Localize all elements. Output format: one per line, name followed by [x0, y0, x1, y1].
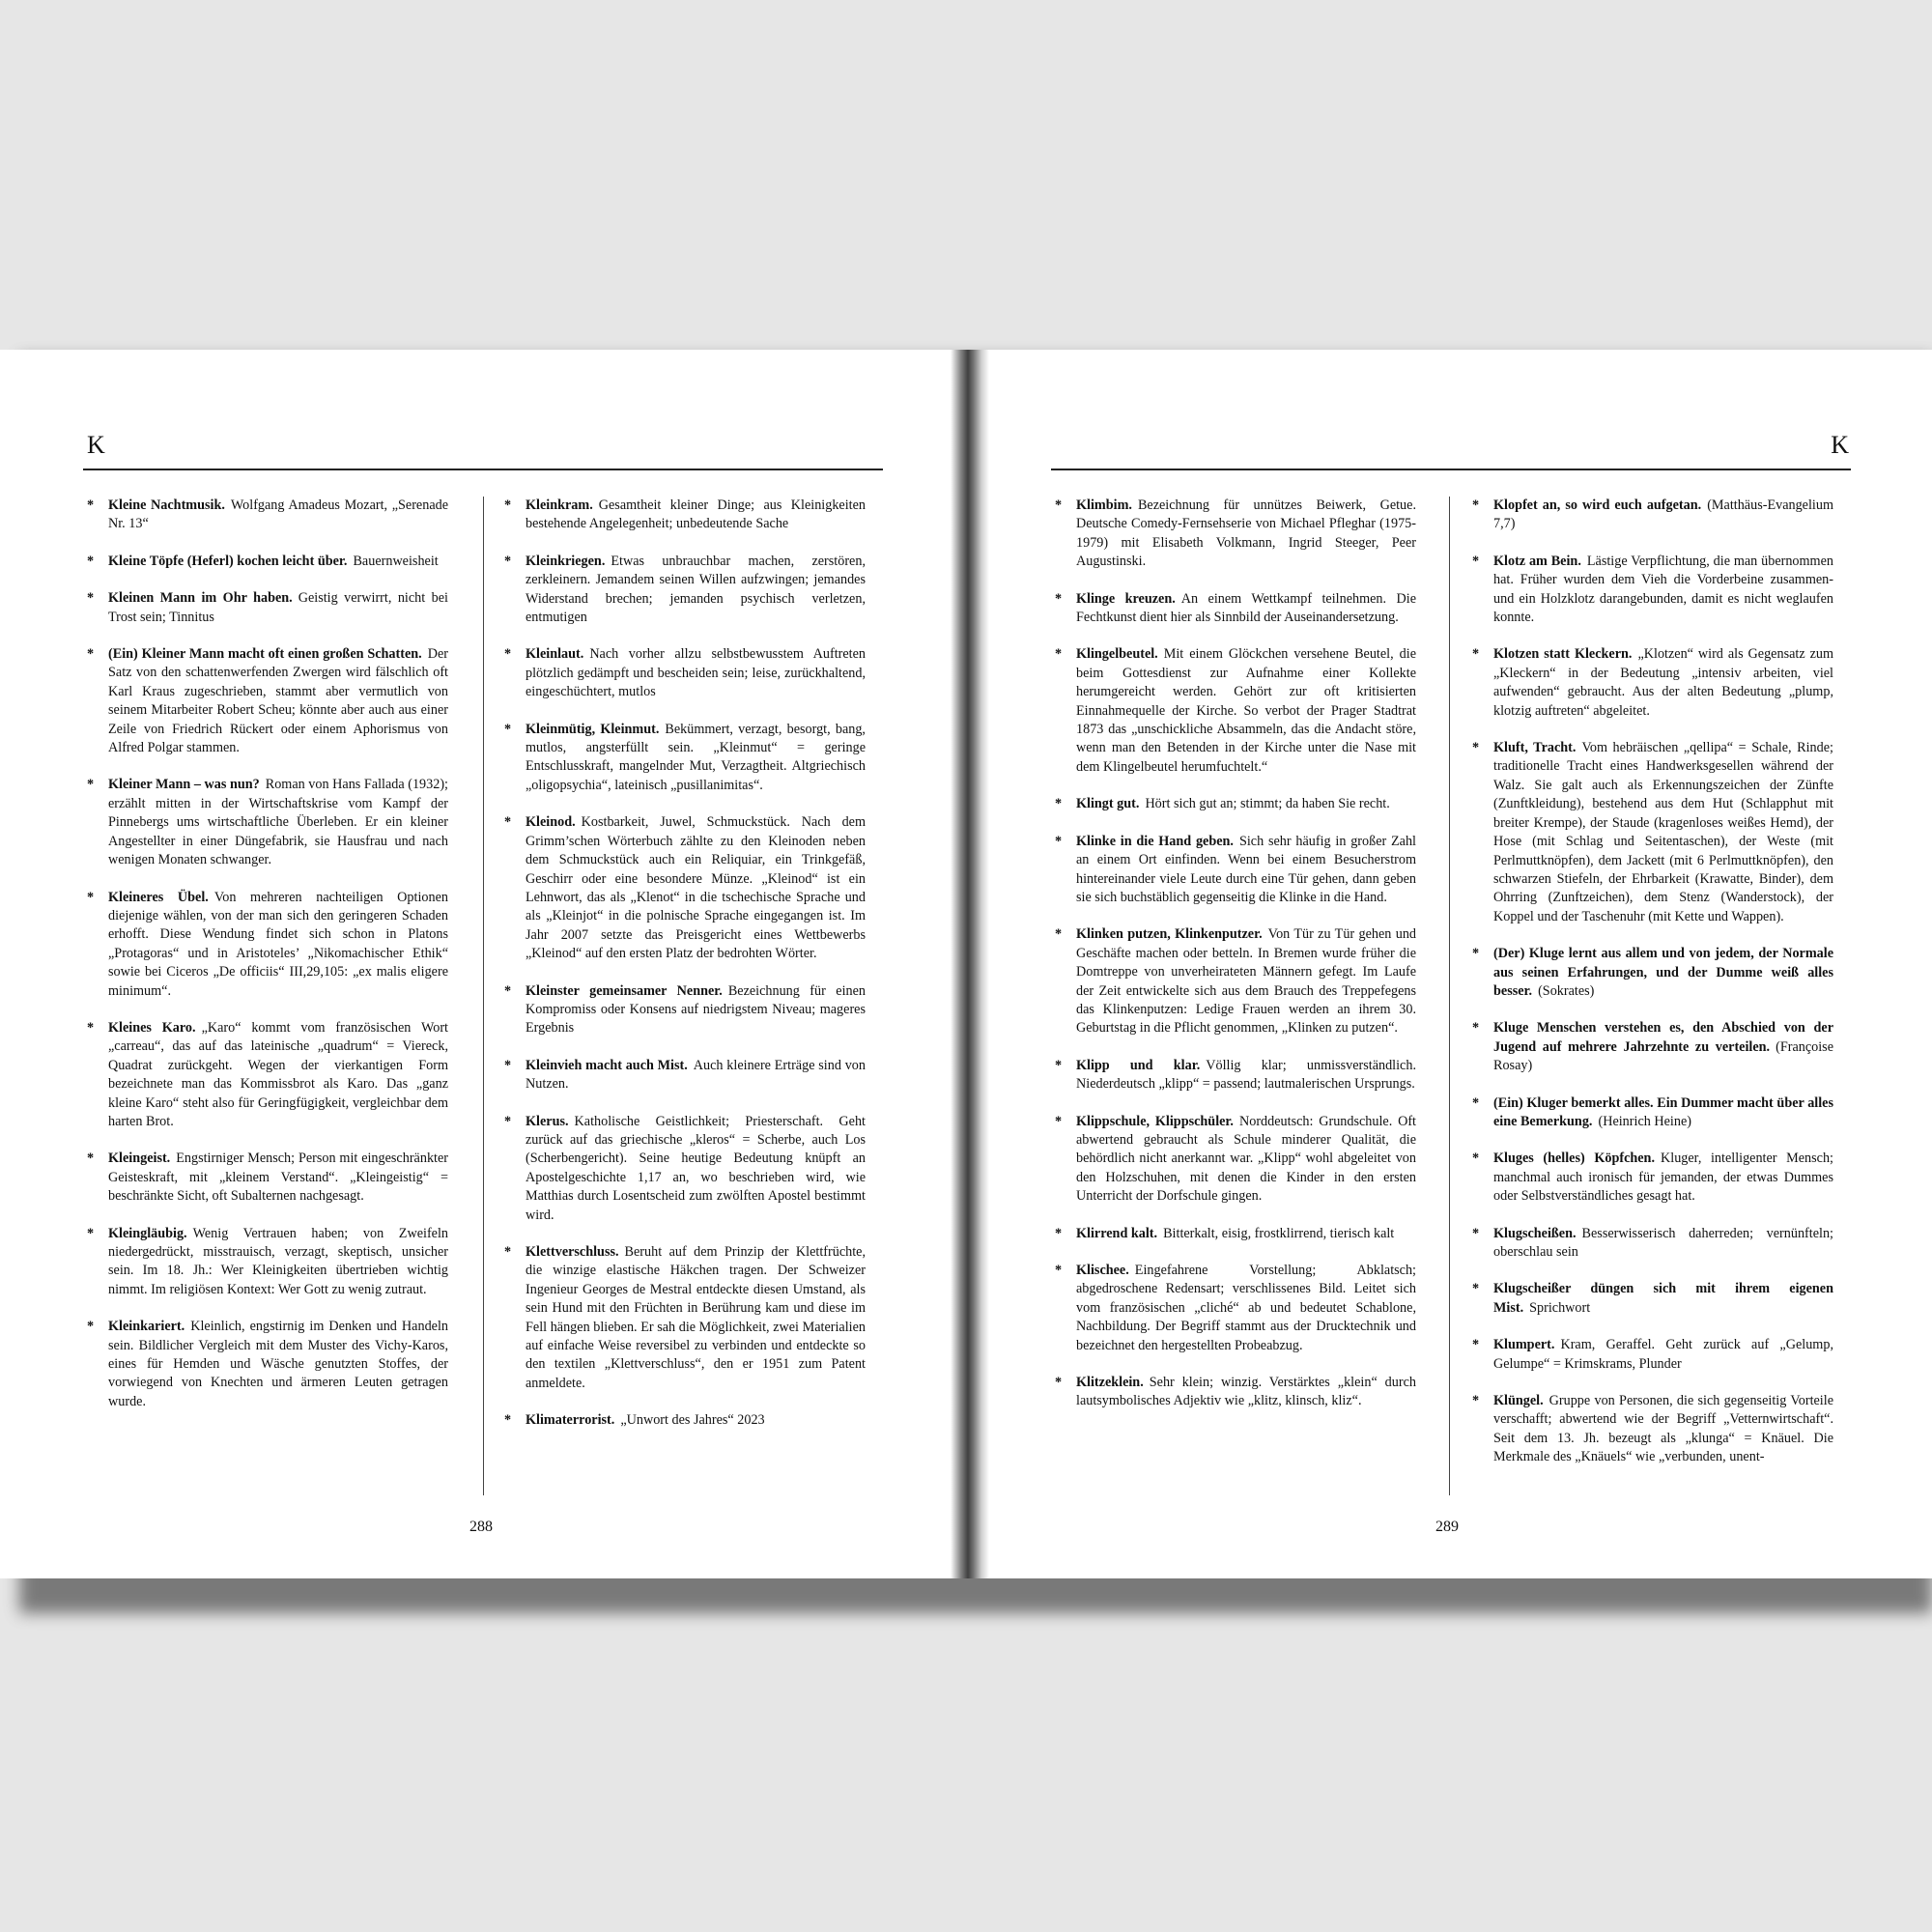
entry-term: Klirrend kalt.: [1076, 1225, 1158, 1241]
dictionary-entry: [504, 645, 866, 701]
dictionary-entry: [504, 1411, 866, 1430]
entry-bullet: *: [1055, 1225, 1063, 1241]
entry-term: Kleinkariert.: [108, 1319, 185, 1335]
entry-bullet: *: [1472, 946, 1480, 962]
entry-term: Kluge Menschen verstehen es, den Abschied von der Jugend auf mehrere Jahrzehnte zu verteilen.: [1493, 1020, 1833, 1055]
section-letter: K: [87, 431, 105, 459]
entry-bullet: *: [1472, 1094, 1480, 1111]
entry-bullet: *: [87, 646, 95, 663]
dictionary-entry: [504, 982, 866, 1038]
entry-term: Kleinod.: [526, 814, 576, 831]
entry-term: Klettverschluss.: [526, 1244, 619, 1260]
dictionary-entry: [1055, 590, 1416, 628]
entry-definition: „Karo“ kommt vom französischen Wort „carreau“, das auf das lateinische „quadrum“ = Viereck, Quadrat zurückgeht. Wegen der vierkantigen Form bezeichnete man das Kommissbrot als Karo. Das „ganz kleine Karo“ steht also für Geringfügigkeit, vergleichbar dem harten Brot.: [108, 1019, 448, 1129]
entry-bullet: *: [1472, 1281, 1480, 1297]
entry-definition: Roman von Hans Fallada (1932); erzählt mitten in der Wirtschaftskrise vom Kampf der Pinnebergs ums wirtschaftliche Überleben. Er ein kleiner Angestellter in einer Düngefabrik, sie Hausfrau und nach wenigen Monaten schwanger.: [108, 777, 448, 868]
dictionary-entry: [1055, 925, 1416, 1037]
entry-definition: Gesamtheit kleiner Dinge; aus Kleinigkeiten bestehende Angelegenheit; unbedeutende Sache: [526, 497, 866, 532]
dictionary-entry: [1472, 945, 1833, 1001]
entry-definition: Sich sehr häufig in großer Zahl an einem Ort einfinden. Wenn bei einem Besucherstrom hintereinander viele Leute durch eine Tür gehen, dann geben sie sich buchstäblich gegenseitig die Klinke in die Hand.: [1076, 833, 1416, 905]
entry-term: Kleinkram.: [526, 497, 593, 513]
dictionary-entry: [1472, 739, 1833, 926]
entry-definition: Katholische Geistlichkeit; Priesterschaft. Geht zurück auf das griechische „kleros“ = Scherbe, auch Los (Scherbengericht). Seine heutige Bedeutung knüpft an Apostelgeschichte 1,17 an, wo beschrieben wird, wie Matthias durch Losentscheid zum zwölften Apostel bestimmt wird.: [526, 1113, 866, 1223]
left-column-2: [504, 497, 866, 1449]
entry-term: Kleine Töpfe (Heferl) kochen leicht über.: [108, 553, 348, 569]
entry-term: Klingt gut.: [1076, 796, 1140, 812]
entry-term: Klerus.: [526, 1113, 569, 1129]
book-spread: [0, 350, 1932, 1578]
entry-definition: Der Satz von den schattenwerfenden Zwergen wird fälschlich oft Karl Kraus zugeschrieben, stammt aber vermutlich von seinem Mitarbeiter Robert Scheu; könnte aber auch aus einer Zeile von Friedrich Rückert oder einem Aphorismus von Alfred Polgar stammen.: [108, 646, 448, 756]
entry-term: Klinge kreuzen.: [1076, 590, 1176, 607]
entry-term: Kluft, Tracht.: [1493, 740, 1577, 756]
entry-term: Klippschule, Klippschüler.: [1076, 1113, 1234, 1129]
entry-bullet: *: [1055, 646, 1063, 663]
dictionary-entry: [1055, 1057, 1416, 1094]
entry-term: Klopfet an, so wird euch aufgetan.: [1493, 497, 1702, 513]
dictionary-entry: [1055, 1113, 1416, 1207]
entry-bullet: *: [1472, 497, 1480, 513]
entry-bullet: *: [504, 1412, 512, 1429]
entry-definition: Bezeichnung für einen Kompromiss oder Konsens auf niedrigstem Niveau; mageres Ergebnis: [526, 982, 866, 1037]
entry-bullet: *: [1055, 926, 1063, 943]
entry-term: (Der) Kluge lernt aus allem und von jedem, der Normale aus seinen Erfahrungen, und der Dumme weiß alles besser.: [1493, 946, 1833, 999]
entry-bullet: *: [504, 814, 512, 831]
dictionary-entry: [1472, 497, 1833, 534]
entry-definition: Nach vorher allzu selbstbewusstem Auftreten plötzlich gedämpft und bescheiden sein; leise, zurückhaltend, eingeschüchtert, mutlos: [526, 646, 866, 700]
entry-definition: Mit einem Glöckchen versehene Beutel, die beim Gottesdienst zur Aufnahme einer Kollekte herumgereicht werden. Gehört zur oft kritisierten Einnahmequelle der Kirche. So verbot der Prager Stadtrat 1873 das „unschickliche Absammeln, das die Andacht störe, wenn man den Betenden in der Kirche unter die Nase mit dem Klingelbeutel herumfuchtelt.“: [1076, 646, 1416, 775]
entry-bullet: *: [1472, 740, 1480, 756]
dictionary-entry: [87, 645, 448, 757]
entry-term: Klischee.: [1076, 1263, 1129, 1278]
entry-definition: Kostbarkeit, Juwel, Schmuckstück. Nach dem Grimm’schen Wörterbuch zählte zu den Kleinoden neben dem Schmuckstück auch ein Reliquiar, ein Trinkgefäß, Geschirr oder eine besondere Münze. „Kleinod“ ist ein Lehnwort, das als „Klenot“ in die tschechische Sprache und als „Kleinjot“ in die polnische Sprache eingegangen ist. Im Jahr 2007 setzte das Preisgericht eines Wettbewerbs „Kleinod“ auf den ersten Platz der bedrohten Wörter.: [526, 814, 866, 962]
page-number: 288: [469, 1519, 493, 1535]
entry-term: Klugscheißen.: [1493, 1225, 1577, 1241]
dictionary-entry: [504, 813, 866, 963]
entry-term: Kluges (helles) Köpfchen.: [1493, 1151, 1655, 1167]
entry-term: Kleinster gemeinsamer Nenner.: [526, 982, 723, 999]
dictionary-entry: [87, 776, 448, 869]
entry-definition: Geistig verwirrt, nicht bei Trost sein; Tinnitus: [108, 590, 448, 625]
entry-term: Klitzeklein.: [1076, 1375, 1144, 1391]
entry-definition: Bauernweisheit: [353, 553, 439, 569]
entry-bullet: *: [1472, 553, 1480, 569]
dictionary-entry: [504, 1057, 866, 1094]
entry-definition: Besserwisserisch daherreden; vernünfteln; oberschlau sein: [1493, 1225, 1833, 1260]
entry-bullet: *: [87, 1225, 95, 1241]
dictionary-entry: [1055, 1225, 1416, 1243]
header-rule: [1051, 469, 1851, 470]
entry-bullet: *: [504, 553, 512, 569]
left-page: [0, 350, 958, 1578]
dictionary-entry: [1472, 1392, 1833, 1467]
entry-definition: An einem Wettkampf teilnehmen. Die Fechtkunst dient hier als Sinnbild der Auseinandersetzung.: [1076, 590, 1416, 626]
entry-definition: (Sokrates): [1538, 982, 1595, 999]
entry-term: Kleinkriegen.: [526, 553, 606, 569]
dictionary-entry: [1055, 497, 1416, 572]
entry-definition: Etwas unbrauchbar machen, zerstören, zerkleinern. Jemandem seinen Willen aufzwingen; jemandes Widerstand brechen; jemanden psychisch verletzen, entmutigen: [526, 553, 866, 626]
page-number: 289: [1435, 1519, 1459, 1535]
dictionary-entry: [1472, 1019, 1833, 1075]
entry-definition: Bezeichnung für unnützes Beiwerk, Getue. Deutsche Comedy-Fernsehserie von Michael Pfleghar (1975-1979) mit Elisabeth Volkmann, Ingrid Steeger, Peer Augustinski.: [1076, 497, 1416, 570]
dictionary-entry: [504, 497, 866, 534]
left-column-1: [87, 497, 448, 1430]
entry-definition: (Françoise Rosay): [1493, 1038, 1833, 1074]
entry-term: Kleinvieh macht auch Mist.: [526, 1057, 688, 1073]
entry-definition: „Klotzen“ wird als Gegensatz zum „Kleckern“ in der Bedeutung „intensiv arbeiten, viel aufwenden“ gebraucht. Aus der alten Bedeutung „plump, klotzig auftreten“ abgeleitet.: [1493, 646, 1833, 719]
dictionary-entry: [1055, 833, 1416, 908]
dictionary-entry: [504, 1113, 866, 1225]
dictionary-entry: [1055, 1262, 1416, 1355]
entry-bullet: *: [1055, 497, 1063, 513]
dictionary-entry: [504, 1243, 866, 1393]
entry-definition: Eingefahrene Vorstellung; Abklatsch; abgedroschene Redensart; verschlissenes Bild. Leitet sich vom französischen „cliché“ ab und bedeutet Schablone, Nachbildung. Der Begriff stammt aus der Drucktechnik und bezeichnet den hergestellten Probeabzug.: [1076, 1263, 1416, 1353]
entry-term: Klimbim.: [1076, 497, 1132, 513]
dictionary-entry: [87, 1150, 448, 1206]
entry-term: Kleine Nachtmusik.: [108, 497, 225, 513]
entry-bullet: *: [504, 982, 512, 999]
entry-term: Kleines Karo.: [108, 1019, 196, 1036]
dictionary-entry: [1055, 795, 1416, 813]
entry-definition: Auch kleinere Erträge sind von Nutzen.: [526, 1057, 866, 1093]
dictionary-entry: [1472, 1280, 1833, 1318]
dictionary-entry: [1472, 1336, 1833, 1374]
dictionary-entry: [87, 589, 448, 627]
entry-definition: Norddeutsch: Grundschule. Oft abwertend gebraucht als Schule minderer Qualität, die behördlich nicht anerkannt war. „Klipp“ wohl abgeleitet von den Holzschuhen, mit denen die Kinder in den ersten Unterricht der Dorfschule gingen.: [1076, 1113, 1416, 1205]
book-gutter: [951, 350, 989, 1578]
entry-bullet: *: [504, 721, 512, 737]
entry-bullet: *: [1055, 1113, 1063, 1129]
dictionary-entry: [87, 497, 448, 534]
entry-bullet: *: [87, 497, 95, 513]
dictionary-entry: [1472, 1225, 1833, 1263]
entry-definition: (Heinrich Heine): [1598, 1113, 1691, 1129]
entry-term: Klipp und klar.: [1076, 1057, 1201, 1073]
entry-bullet: *: [1472, 1393, 1480, 1409]
entry-definition: Kram, Geraffel. Geht zurück auf „Gelump, Gelumpe“ = Krimskrams, Plunder: [1493, 1337, 1833, 1372]
entry-term: Kleingeist.: [108, 1151, 171, 1167]
entry-bullet: *: [504, 1113, 512, 1129]
entry-term: Kleinmütig, Kleinmut.: [526, 721, 660, 737]
entry-bullet: *: [1472, 1225, 1480, 1241]
entry-bullet: *: [504, 1057, 512, 1073]
entry-bullet: *: [1055, 590, 1063, 607]
entry-bullet: *: [87, 1151, 95, 1167]
entry-term: (Ein) Kleiner Mann macht oft einen großen Schatten.: [108, 646, 422, 663]
section-letter: K: [1831, 431, 1849, 459]
right-column-1: [1055, 497, 1416, 1430]
entry-definition: Bekümmert, verzagt, besorgt, bang, mutlos, angsterfüllt sein. „Kleinmut“ = geringe Entschlusskraft, mangelnder Mut, Verzagtheit. Altgriechisch „oligopsychia“, lateinisch „pusillanimitas“.: [526, 721, 866, 793]
entry-bullet: *: [1472, 646, 1480, 663]
entry-bullet: *: [87, 1019, 95, 1036]
entry-definition: Bitterkalt, eisig, frostklirrend, tierisch kalt: [1163, 1225, 1395, 1241]
dictionary-entry: [1055, 645, 1416, 777]
entry-definition: Engstirniger Mensch; Person mit eingeschränkter Geisteskraft, mit „kleinem Verstand“. „Kleingeistig“ = beschränkte Sicht, oft Subalternen nachgesagt.: [108, 1151, 448, 1205]
dictionary-entry: [87, 553, 448, 571]
dictionary-entry: [504, 553, 866, 628]
entry-definition: Von Tür zu Tür gehen und Geschäfte machen oder betteln. In Bremen wurde früher die Domtreppe von unverheirateten Männern gefegt. Im Laufe der Zeit entwickelte sich aus dem Brauch des Treppefegens das Klinkenputzen: Ledige Frauen werden an ihrem 30. Geburtstag in die Pflicht genommen, „Klinken zu putzen“.: [1076, 926, 1417, 1037]
entry-definition: Von mehreren nachteiligen Optionen diejenige wählen, von der man sich den geringeren Schaden erhofft. Diese Wendung findet sich schon in Platons „Protagoras“ und in Aristoteles’ „Nikomachischer Ethik“ sowie bei Ciceros „De officiis“ III,29,105: „ex malis eligere minimum“.: [108, 889, 448, 999]
entry-definition: Sprichwort: [1529, 1299, 1591, 1316]
dictionary-entry: [1472, 553, 1833, 628]
entry-term: Klinken putzen, Klinkenputzer.: [1076, 926, 1263, 943]
entry-term: Klumpert.: [1493, 1337, 1555, 1353]
entry-definition: Hört sich gut an; stimmt; da haben Sie recht.: [1145, 796, 1390, 812]
entry-bullet: *: [1472, 1151, 1480, 1167]
entry-term: Kleinlaut.: [526, 646, 584, 663]
dictionary-entry: [87, 1225, 448, 1300]
entry-bullet: *: [87, 1319, 95, 1335]
header-rule: [83, 469, 883, 470]
dictionary-entry: [1472, 1150, 1833, 1206]
entry-bullet: *: [1055, 833, 1063, 849]
dictionary-entry: [87, 889, 448, 1001]
entry-definition: Gruppe von Personen, die sich gegenseitig Vorteile verschafft; abwertend wie der Begriff „Vetternwirtschaft“. Seit dem 13. Jh. bezeugt als „klunga“ = Knäuel. Die Merkmale des „Knäuels“ wie „verbunden, unent-: [1493, 1393, 1833, 1465]
dictionary-entry: [504, 721, 866, 796]
entry-term: (Ein) Kluger bemerkt alles. Ein Dummer macht über alles eine Bemerkung.: [1493, 1094, 1833, 1129]
entry-definition: Vom hebräischen „qellipa“ = Schale, Rinde; traditionelle Tracht eines Handwerksgesellen während der Walz. Sie galt auch als Erkennungszeichen der Zünfte (Zunftkleidung), bestehend aus dem Hut (Schlapphut mit breiter Krempe), der Staude (kragenloses weißes Hemd), der Hose (mit Schlag und Seitentaschen), der Weste (mit Perlmuttknöpfen), dem Jackett (mit 6 Perlmuttknöpfen), den schwarzen Stiefeln, der Ehrbarkeit (Krawatte, Binder), dem Ohrring (Zunftzeichen), dem Stenz (Wanderstock), der Koppel und der Taschenuhr (mit Kette und Wappen).: [1493, 740, 1833, 924]
dictionary-entry: [1055, 1374, 1416, 1411]
entry-definition: Sehr klein; winzig. Verstärktes „klein“ durch lautsymbolisches Adjektiv wie „klitz, klinsch, kliz“.: [1076, 1375, 1416, 1409]
entry-term: Klotzen statt Kleckern.: [1493, 646, 1633, 663]
entry-definition: Völlig klar; unmissverständlich. Niederdeutsch „klipp“ = passend; lautmalerischen Ursprungs.: [1076, 1057, 1416, 1093]
entry-definition: Wenig Vertrauen haben; von Zweifeln niedergedrückt, misstrauisch, verzagt, skeptisch, unsicher sein. Im 18. Jh.: Wer Kleinigkeiten übertrieben wichtig nimmt. Im religiösen Kontext: Wer Gott zu wenig zutraut.: [108, 1225, 448, 1297]
entry-bullet: *: [87, 590, 95, 607]
entry-term: Kleiner Mann – was nun?: [108, 777, 260, 793]
entry-term: Kleineres Übel.: [108, 889, 209, 905]
entry-bullet: *: [504, 1244, 512, 1260]
entry-term: Klugscheißer düngen sich mit ihrem eigenen Mist.: [1493, 1281, 1833, 1316]
entry-bullet: *: [87, 777, 95, 793]
entry-bullet: *: [1055, 1057, 1063, 1073]
entry-term: Klinke in die Hand geben.: [1076, 833, 1234, 849]
entry-term: Klüngel.: [1493, 1393, 1544, 1409]
dictionary-entry: [87, 1318, 448, 1411]
column-divider: [1449, 497, 1450, 1495]
dictionary-entry: [87, 1019, 448, 1131]
entry-definition: (Matthäus-Evangelium 7,7): [1493, 497, 1833, 532]
entry-bullet: *: [87, 553, 95, 569]
entry-term: Klimaterrorist.: [526, 1412, 615, 1429]
entry-bullet: *: [504, 497, 512, 513]
entry-definition: Kleinlich, engstirnig im Denken und Handeln sein. Bildlicher Vergleich mit dem Muster des Vichy-Karos, eines für Hemden und Wäsche genutzten Stoffes, der vorwiegend von Knechten und ärmeren Leuten getragen wurde.: [108, 1319, 448, 1409]
entry-definition: Kluger, intelligenter Mensch; manchmal auch ironisch für jemanden, der etwas Dummes oder Selbstverständliches gesagt hat.: [1493, 1151, 1833, 1205]
entry-bullet: *: [1055, 1375, 1063, 1391]
entry-bullet: *: [1472, 1020, 1480, 1037]
dictionary-entry: [1472, 645, 1833, 721]
entry-term: Kleingläubig.: [108, 1225, 187, 1241]
entry-bullet: *: [504, 646, 512, 663]
right-page: [974, 350, 1932, 1578]
entry-bullet: *: [1055, 1263, 1063, 1278]
entry-definition: Beruht auf dem Prinzip der Klettfrüchte, die winzige elastische Häkchen tragen. Der Schweizer Ingenieur Georges de Mestral entdeckte diesen Umstand, als sein Hund mit den Früchten in Berührung kam und diese im Fell hängen blieben. Er sah die Möglichkeit, zwei Materialien auf einfache Weise reversibel zu verbinden und entdeckte so den textilen „Klettverschluss“, den er 1951 zum Patent anmeldete.: [526, 1244, 866, 1391]
dictionary-entry: [1472, 1094, 1833, 1132]
entry-definition: Lästige Verpflichtung, die man übernommen hat. Früher wurden dem Vieh die Vorderbeine zusammen- und ein Holzklotz darangebunden, damit es nicht weglaufen konnte.: [1493, 553, 1833, 626]
entry-definition: Wolfgang Amadeus Mozart, „Serenade Nr. 13“: [108, 497, 449, 532]
entry-term: Klingelbeutel.: [1076, 646, 1158, 663]
entry-bullet: *: [87, 889, 95, 905]
column-divider: [483, 497, 484, 1495]
entry-term: Kleinen Mann im Ohr haben.: [108, 590, 293, 607]
entry-bullet: *: [1055, 796, 1063, 812]
entry-definition: „Unwort des Jahres“ 2023: [620, 1412, 765, 1429]
entry-term: Klotz am Bein.: [1493, 553, 1581, 569]
right-column-2: [1472, 497, 1833, 1486]
entry-bullet: *: [1472, 1337, 1480, 1353]
